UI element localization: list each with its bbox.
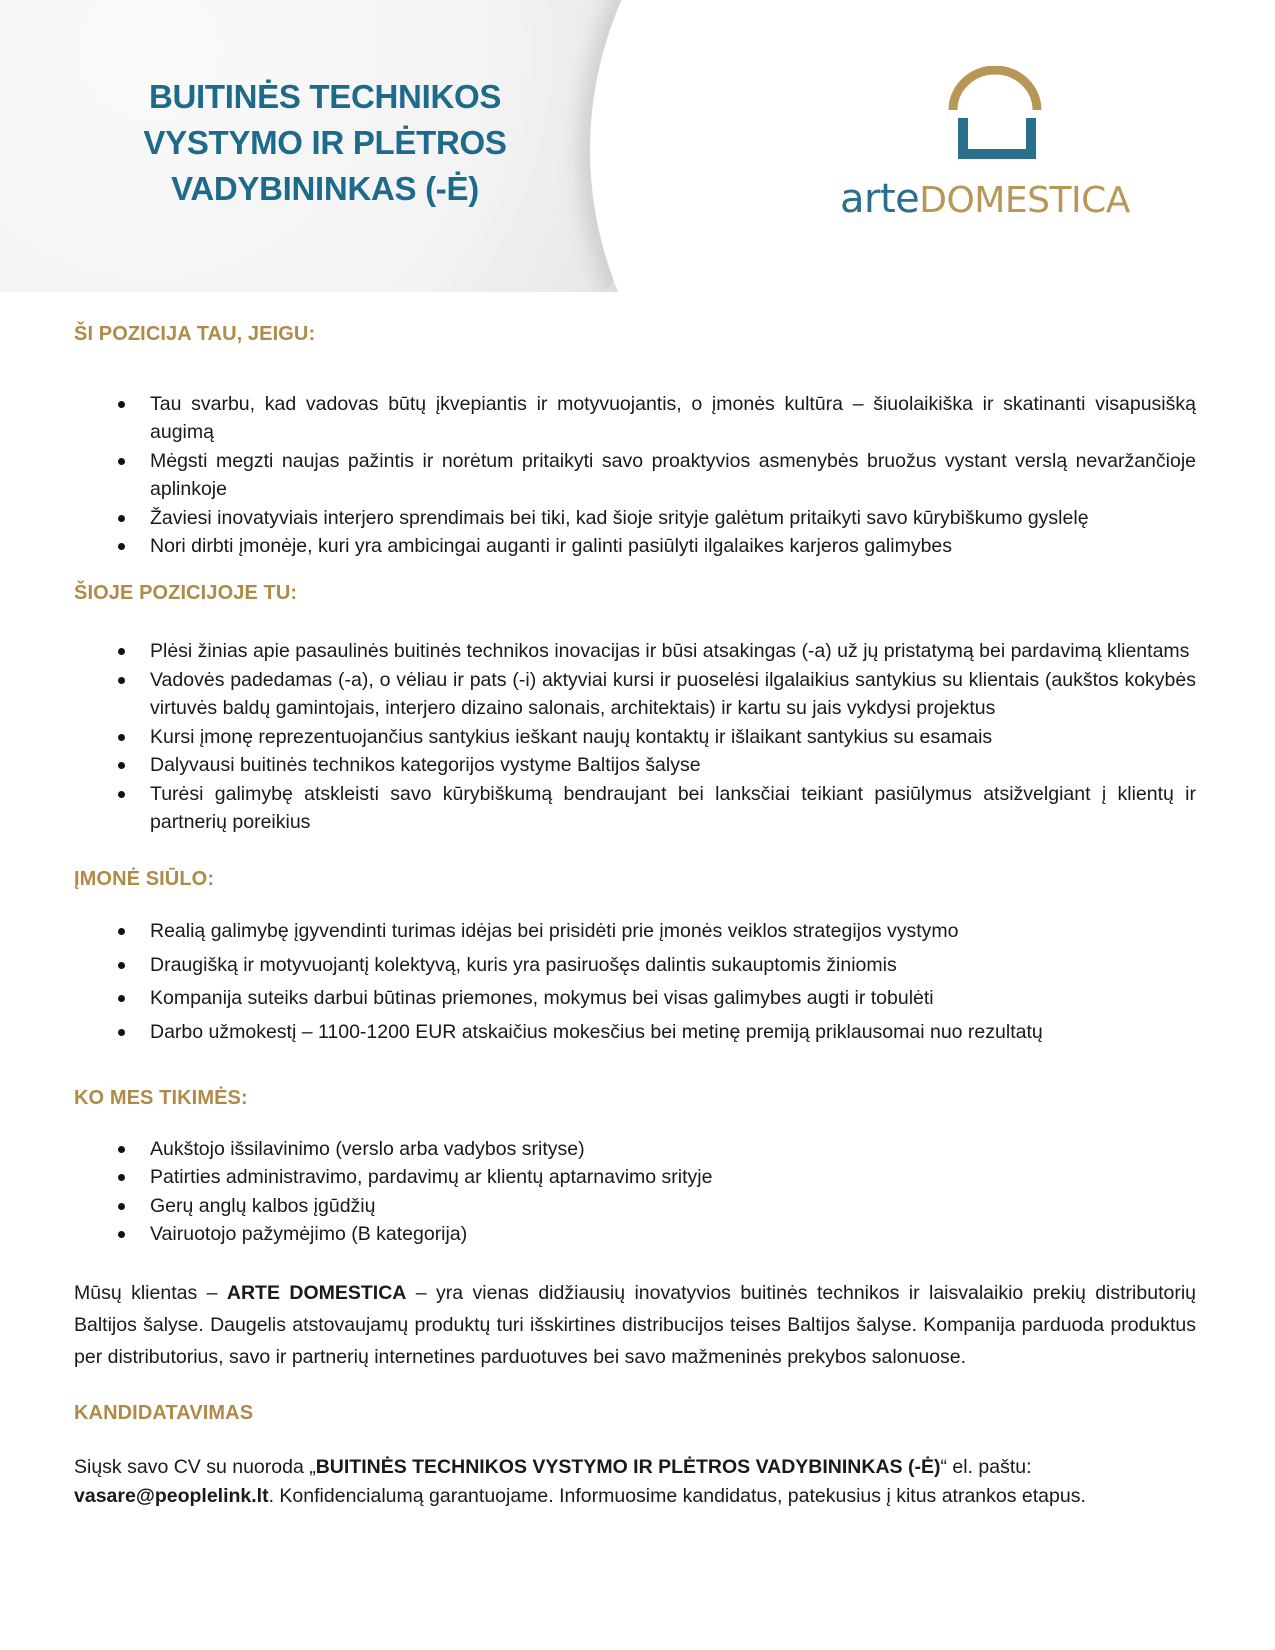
section-heading-requirements: KO MES TIKIMĖS: — [74, 1087, 248, 1109]
square-with-arc-logo-icon — [945, 66, 1045, 162]
client-description — [74, 1277, 1196, 1373]
job-title-line-1: BUITINĖS TECHNIKOS — [148, 78, 502, 115]
list-item: Tau svarbu, kad vadovas būtų įkvepiantis ir motyvuojantis, o įmonės kultūra – šiuolaikiška ir skatinanti visapusišką augimą — [74, 390, 1196, 447]
header-banner — [0, 0, 1275, 292]
apply-prefix: Siųsk savo CV su nuoroda „ — [74, 1456, 316, 1478]
client-prefix: Mūsų klientas – — [74, 1281, 227, 1304]
company-logo — [840, 60, 1140, 230]
list-item: Žaviesi inovatyviais interjero sprendimais bei tiki, kad šioje srityje galėtum pritaikyti savo kūrybiškumo gyslelę — [74, 504, 1196, 533]
list-item: Dalyvausi buitinės technikos kategorijos vystyme Baltijos šalyse — [74, 751, 1196, 780]
logo-wordmark — [840, 176, 1130, 222]
main-content — [74, 320, 1196, 1531]
apply-instructions — [74, 1453, 1196, 1511]
logo-text-arte: arte — [840, 176, 920, 222]
apply-position-reference: BUITINĖS TECHNIKOS VYSTYMO IR PLĖTROS VADYBININKAS (-Ė) — [315, 1456, 941, 1478]
list-item: Realią galimybę įgyvendinti turimas idėjas bei prisidėti prie įmonės veiklos strategijos vystymo — [74, 917, 1196, 946]
list-item: Turėsi galimybę atskleisti savo kūrybiškumą bendraujant bei lanksčiai teikiant pasiūlymus atsižvelgiant į klientų ir partnerių poreikius — [74, 780, 1196, 837]
section-heading-offer: ĮMONĖ SIŪLO: — [74, 867, 215, 890]
job-title — [120, 74, 530, 212]
responsibilities-list — [74, 637, 1196, 837]
offer-list — [74, 917, 1196, 1046]
requirements-list — [74, 1135, 1196, 1249]
list-item: Mėgsti megzti naujas pažintis ir norėtum pritaikyti savo proaktyvios asmenybės bruožus vystant verslą nevaržančioje aplinkoje — [74, 447, 1196, 504]
apply-middle: “ el. paštu: — [940, 1456, 1032, 1478]
list-item: Plėsi žinias apie pasaulinės buitinės technikos inovacijas ir būsi atsakingas (-a) už jų pristatymą bei pardavimą klientams — [74, 637, 1196, 666]
apply-suffix: . Konfidencialumą garantuojame. Informuosime kandidatus, patekusius į kitus atrankos etapus. — [268, 1485, 1086, 1507]
section-heading-position-fit: ŠI POZICIJA TAU, JEIGU: — [74, 323, 316, 345]
logo-text-domestica: DOMESTICA — [919, 180, 1130, 221]
position-fit-list — [74, 390, 1196, 561]
list-item: Kursi įmonę reprezentuojančius santykius ieškant naujų kontaktų ir išlaikant santykius su esamais — [74, 723, 1196, 752]
section-heading-responsibilities: ŠIOJE POZICIJOJE TU: — [74, 581, 298, 604]
list-item: Gerų anglų kalbos įgūdžių — [74, 1192, 1196, 1221]
job-title-line-3: VADYBININKAS (-Ė) — [171, 170, 479, 207]
job-title-line-2: VYSTYMO IR PLĖTROS — [143, 124, 507, 161]
apply-email-link[interactable]: vasare@peoplelink.lt — [74, 1485, 269, 1507]
list-item: Vairuotojo pažymėjimo (B kategorija) — [74, 1220, 1196, 1249]
client-name: ARTE DOMESTICA — [226, 1281, 407, 1304]
client-text: – yra vienas didžiausių inovatyvios buitinės technikos ir laisvalaikio prekių distributorių Baltijos šalyse. Daugelis atstovaujamų produktų turi išskirtines distribucijos teises Baltijos šalyse. Kompanija parduoda produktus per distributorius, savo ir partnerių internetines parduotuves bei savo mažmeninės prekybos salonuose. — [74, 1281, 1197, 1368]
list-item: Draugišką ir motyvuojantį kolektyvą, kuris yra pasiruošęs dalintis sukauptomis žiniomis — [74, 951, 1196, 980]
list-item: Aukštojo išsilavinimo (verslo arba vadybos srityse) — [74, 1135, 1196, 1164]
section-heading-apply: KANDIDATAVIMAS — [74, 1401, 254, 1424]
list-item: Patirties administravimo, pardavimų ar klientų aptarnavimo srityje — [74, 1163, 1196, 1192]
list-item: Nori dirbti įmonėje, kuri yra ambicingai auganti ir galinti pasiūlyti ilgalaikes karjeros galimybes — [74, 532, 1196, 561]
list-item: Kompanija suteiks darbui būtinas priemones, mokymus bei visas galimybes augti ir tobulėti — [74, 984, 1196, 1013]
list-item: Vadovės padedamas (-a), o vėliau ir pats (-i) aktyviai kursi ir puoselėsi ilgalaikius santykius su klientais (aukštos kokybės virtuvės baldų gamintojais, interjero dizaino salonais, architektais) ir kartu su jais vykdysi projektus — [74, 666, 1196, 723]
list-item: Darbo užmokestį – 1100-1200 EUR atskaičius mokesčius bei metinę premiją priklausomai nuo rezultatų — [74, 1018, 1196, 1047]
